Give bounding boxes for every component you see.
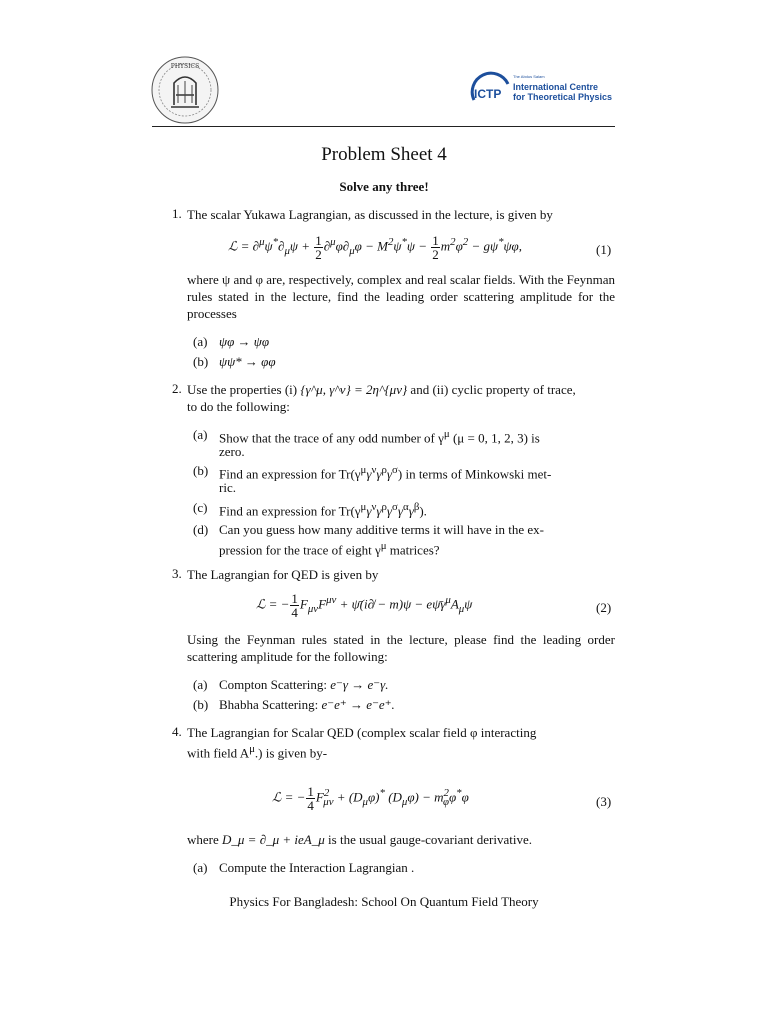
problem-1-intro: The scalar Yukawa Lagrangian, as discussed in the lecture, is given by — [187, 207, 553, 222]
problem-2c-text: Find an expression for $Tr(\gamma^\mu\gamma^\nu\gamma^\rho\gamma^\sigma\gamma^\alpha\gamma^\beta)$. — [219, 501, 427, 519]
problem-2d-label: (d) — [193, 522, 209, 537]
ictp-name: International Centre for Theoretical Physics — [513, 82, 613, 102]
header-rule — [152, 126, 615, 127]
page-footer: Physics For Bangladesh: School On Quantum Field Theory — [229, 894, 539, 909]
problem-2d-text: Can you guess how many additive terms it will have in the ex- — [219, 522, 544, 537]
covariant-derivative-math: D_μ = ∂_μ + ieA_μ — [222, 832, 325, 847]
problem-2c-label: (c) — [193, 500, 208, 515]
ictp-logo — [470, 70, 630, 114]
svg-text:PHYSICS: PHYSICS — [170, 63, 200, 70]
equation-3: ℒ = − $\frac{1}{4}$ $F^2_{\mu\nu} + (D_\mu\varphi)^*$ $(D_\mu\varphi) - m^2_\varphi\varphi^*\varphi$ — [272, 784, 469, 813]
problem-2a-text-line2: zero. — [219, 444, 245, 459]
ictp-tagline: The Abdus Salam — [513, 74, 545, 79]
problem-4-body: where D_μ = ∂_μ + ieA_μ is the usual gauge-covariant derivative. — [187, 832, 532, 847]
ictp-emblem-icon — [470, 70, 512, 114]
page-title: Problem Sheet 4 — [321, 144, 447, 165]
problem-3b-label: (b) — [193, 697, 209, 712]
equation-2-number: (2) — [596, 600, 612, 615]
problem-1b-text: ψψ* → φφ — [219, 354, 276, 369]
problem-1a-label: (a) — [193, 334, 208, 349]
anticommutator-math: {γ^μ, γ^ν} = 2η^{μν} — [300, 382, 408, 397]
problem-4-intro: The Lagrangian for Scalar QED (complex scalar field φ interacting — [187, 725, 537, 740]
problem-2d-text-line2: pression for the trace of eight $\gamma^\mu$ matrices? — [219, 540, 440, 558]
problem-1-body: where ψ and φ are, respectively, complex and real scalar fields. With the Feynman rules stated in the lecture, find the leading order scattering amplitude for the processes — [187, 272, 615, 321]
problem-2a-label: (a) — [193, 427, 208, 442]
problem-3a-text: Compton Scattering: e⁻γ → e⁻γ. — [219, 677, 389, 692]
problem-2-intro: Use the properties (i) {γ^μ, γ^ν} = 2η^{μν} and (ii) cyclic property of trace, — [187, 382, 576, 397]
problem-3-number: 3. — [172, 566, 182, 581]
problem-2-number: 2. — [172, 381, 182, 396]
problem-1-number: 1. — [172, 206, 182, 221]
problem-4a-text: Compute the Interaction Lagrangian . — [219, 860, 415, 875]
problem-2a-text: Show that the trace of any odd number of $\gamma^\mu$ (μ = 0, 1, 2, 3) is — [219, 428, 540, 446]
svg-text:ICTP: ICTP — [474, 87, 502, 101]
physics-seal-logo — [150, 55, 220, 125]
problem-1a-text: ψφ → ψφ — [219, 334, 270, 349]
page-subtitle: Solve any three! — [339, 179, 429, 194]
problem-3b-text: Bhabha Scattering: e⁻e⁺ → e⁻e⁺. — [219, 697, 395, 712]
equation-3-number: (3) — [596, 794, 612, 809]
equation-1-number: (1) — [596, 242, 612, 257]
problem-3-intro: The Lagrangian for QED is given by — [187, 567, 379, 582]
problem-1b-label: (b) — [193, 354, 209, 369]
problem-2b-label: (b) — [193, 463, 209, 478]
equation-2: ℒ = − $\frac{1}{4}$ $F_{\mu\nu}F^{\mu\nu}$ + ψ̄(i∂̸ − $m)\psi - e\psī\gamma^\mu A_\mu\psi$ — [256, 591, 473, 620]
problem-3-body: Using the Feynman rules stated in the lecture, please find the leading order scattering amplitude for the following: — [187, 632, 615, 664]
equation-1: ℒ = $\partial^\mu\psi^*\partial_\mu\psi$ + $\frac{1}{2}$ $\partial^\mu\varphi\partial_\mu\varphi - M^2\psi^*\psi$ − $\frac{1}{2}$ $m^2\varphi^2 - g\psi^*\psi\varphi$, — [228, 233, 523, 262]
problem-4-intro-line2: with field $A^\mu$.) is given by- — [187, 743, 328, 761]
problem-2b-text: Find an expression for $Tr(\gamma^\mu\gamma^\nu\gamma^\rho\gamma^\sigma)$ in terms of Minkowski met- — [219, 464, 552, 482]
problem-3a-label: (a) — [193, 677, 208, 692]
problem-4-number: 4. — [172, 724, 182, 739]
problem-2b-text-line2: ric. — [219, 480, 236, 495]
problem-4a-label: (a) — [193, 860, 208, 875]
problem-2-intro-line2: to do the following: — [187, 399, 290, 414]
